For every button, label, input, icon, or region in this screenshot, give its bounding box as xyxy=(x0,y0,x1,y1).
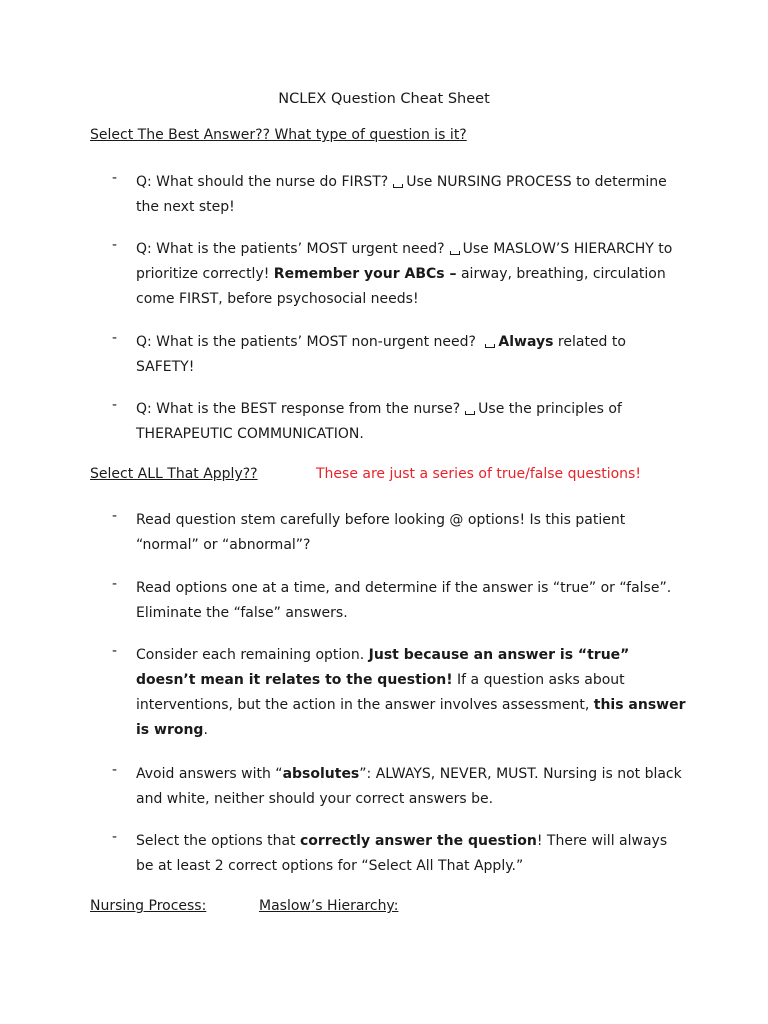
emphasis-text: Just because an answer is “true” xyxy=(368,647,630,663)
tip-text-cont: Eliminate the “false” answers. xyxy=(136,605,348,621)
tip-text-cont: “normal” or “abnormal”? xyxy=(136,537,311,553)
emphasis-text: Always xyxy=(498,334,554,350)
tip-text: Read options one at a time, and determine if the answer is “true” or “false”. xyxy=(136,580,672,596)
arrow-icon xyxy=(392,178,402,188)
answer-text-cont: come FIRST, before psychosocial needs! xyxy=(136,291,419,307)
answer-text-cont: prioritize correctly! xyxy=(136,266,270,282)
arrow-icon xyxy=(484,338,494,348)
list-dash: - xyxy=(112,170,118,186)
answer-text: Use NURSING PROCESS to determine xyxy=(406,174,667,190)
tip-text: Consider each remaining option. xyxy=(136,647,365,663)
answer-text-cont: THERAPEUTIC COMMUNICATION. xyxy=(136,426,364,442)
list-item-text xyxy=(136,170,696,220)
list-dash: - xyxy=(112,829,118,845)
maslow-heading: Maslow’s Hierarchy: xyxy=(259,898,399,914)
arrow-icon xyxy=(464,405,474,415)
page-title: NCLEX Question Cheat Sheet xyxy=(278,91,490,107)
list-item-text xyxy=(136,643,696,743)
answer-text-cont: the next step! xyxy=(136,199,235,215)
emphasis-text: absolutes xyxy=(282,766,360,782)
list-item-text xyxy=(136,330,696,380)
list-dash: - xyxy=(112,237,118,253)
list-dash: - xyxy=(112,643,118,659)
tip-text: Read question stem carefully before looking @ options! Is this patient xyxy=(136,512,626,528)
answer-text: Use MASLOW’S HIERARCHY to xyxy=(462,241,673,257)
nursing-process-heading: Nursing Process: xyxy=(90,898,207,914)
answer-text: related to xyxy=(557,334,626,350)
emphasis-text: Remember your ABCs – xyxy=(273,266,457,282)
question-text: Q: What is the BEST response from the nurse? xyxy=(136,401,461,417)
emphasis-text: this answer xyxy=(593,697,686,713)
list-item-text xyxy=(136,762,696,812)
tip-text: ”: ALWAYS, NEVER, MUST. Nursing is not black xyxy=(359,766,682,782)
answer-text-cont: airway, breathing, circulation xyxy=(460,266,666,282)
emphasis-text: doesn’t mean it relates to the question! xyxy=(136,672,453,688)
section-heading-select-all: Select ALL That Apply?? xyxy=(90,466,258,482)
question-text: Q: What is the patients’ MOST urgent need? xyxy=(136,241,445,257)
punctuation: . xyxy=(203,722,208,738)
question-text: Q: What should the nurse do FIRST? xyxy=(136,174,389,190)
list-item-text xyxy=(136,237,696,312)
red-note: These are just a series of true/false questions! xyxy=(316,466,641,482)
answer-text-cont: SAFETY! xyxy=(136,359,195,375)
tip-text: Select the options that xyxy=(136,833,296,849)
list-dash: - xyxy=(112,330,118,346)
answer-text: Use the principles of xyxy=(478,401,622,417)
list-dash: - xyxy=(112,576,118,592)
list-dash: - xyxy=(112,397,118,413)
list-dash: - xyxy=(112,762,118,778)
section-heading-best-answer: Select The Best Answer?? What type of question is it? xyxy=(90,127,467,143)
emphasis-text: is wrong xyxy=(136,722,204,738)
list-item-text xyxy=(136,829,696,879)
tip-text-cont: If a question asks about xyxy=(457,672,625,688)
list-item-text xyxy=(136,508,696,558)
tip-text-cont: and white, neither should your correct answers be. xyxy=(136,791,494,807)
tip-text-cont: interventions, but the action in the answer involves assessment, xyxy=(136,697,590,713)
tip-text-cont: be at least 2 correct options for “Select All That Apply.” xyxy=(136,858,524,874)
tip-text: ! There will always xyxy=(536,833,668,849)
list-dash: - xyxy=(112,508,118,524)
tip-text: Avoid answers with “ xyxy=(136,766,283,782)
emphasis-text: correctly answer the question xyxy=(299,833,537,849)
arrow-icon xyxy=(449,245,459,255)
question-text: Q: What is the patients’ MOST non-urgent need? xyxy=(136,334,476,350)
list-item-text xyxy=(136,397,696,447)
list-item-text xyxy=(136,576,696,626)
